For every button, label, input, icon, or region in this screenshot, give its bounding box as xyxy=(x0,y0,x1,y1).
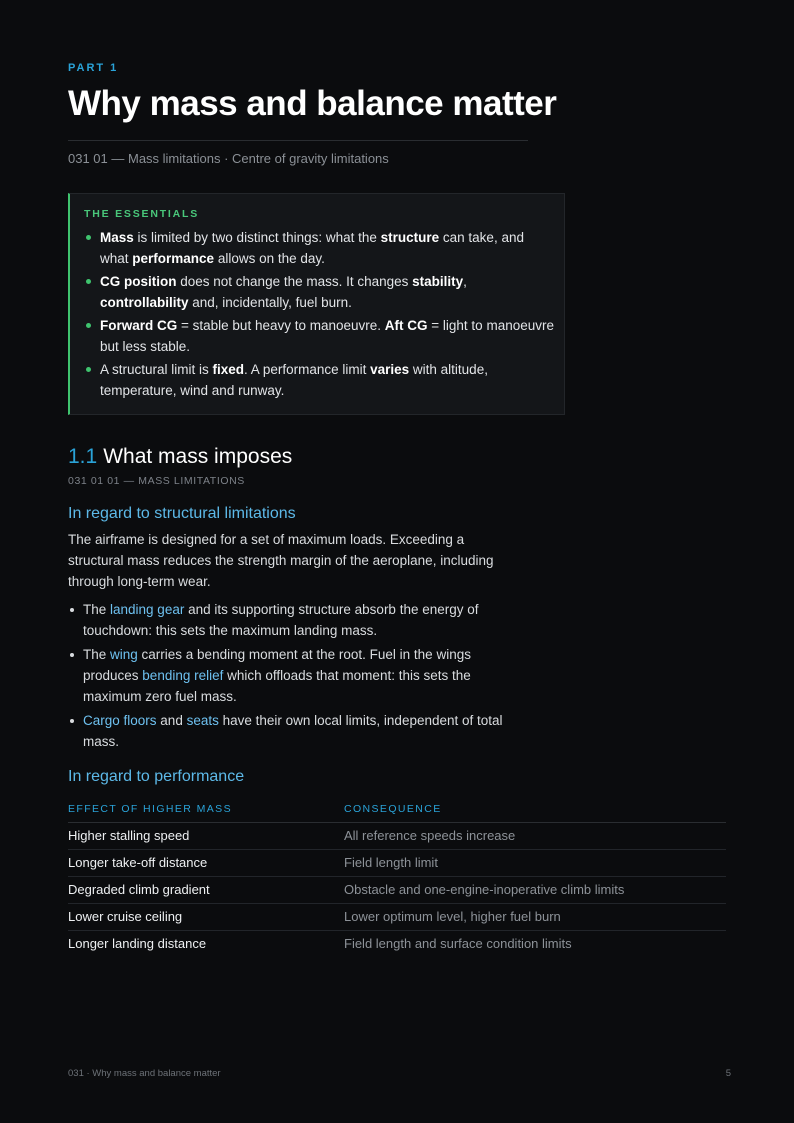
table-row xyxy=(68,904,726,931)
section-subtitle: 031 01 01 — MASS LIMITATIONS xyxy=(68,475,245,487)
bold-term: CG position xyxy=(100,274,177,289)
performance-heading: In regard to performance xyxy=(68,768,245,785)
effect-cell: Higher stalling speed xyxy=(68,828,190,843)
text-run: The xyxy=(83,602,111,617)
text-run: is limited by two distinct things: what the xyxy=(133,230,381,245)
footer-page-number: 5 xyxy=(725,1068,731,1079)
list-item xyxy=(68,599,528,641)
consequence-cell: Field length and surface condition limits xyxy=(344,936,572,951)
table-body xyxy=(68,823,726,957)
structural-paragraph: The airframe is designed for a set of maximum loads. Exceeding a structural mass reduces the strength margin of the aeroplane, including through long-term wear. xyxy=(68,532,494,589)
bold-term: Forward CG xyxy=(100,318,178,333)
bold-term: varies xyxy=(370,362,410,377)
list-item xyxy=(84,227,554,269)
text-run: and, incidentally, fuel burn. xyxy=(188,295,352,310)
text-run: allows on the day. xyxy=(214,251,325,266)
list-item xyxy=(84,359,554,401)
text-run: The xyxy=(83,647,111,662)
highlight-term: bending relief xyxy=(142,668,224,683)
bold-term: fixed xyxy=(212,362,245,377)
effect-cell: Longer take-off distance xyxy=(68,855,208,870)
page-subtitle: 031 01 — Mass limitations · Centre of gravity limitations xyxy=(68,151,389,166)
text-run: have their own local limits, independent of total mass. xyxy=(83,713,503,749)
list-item xyxy=(68,710,528,752)
performance-table xyxy=(68,800,726,957)
consequence-cell: Obstacle and one-engine-inoperative climb limits xyxy=(344,882,625,897)
consequence-cell: Lower optimum level, higher fuel burn xyxy=(344,909,561,924)
essentials-title: THE ESSENTIALS xyxy=(84,208,200,220)
bold-term: Mass xyxy=(100,230,134,245)
text-run: and its supporting structure absorb the energy of touchdown: this sets the maximum landing mass. xyxy=(83,602,479,638)
structural-list xyxy=(68,599,528,755)
bold-term: controllability xyxy=(100,295,189,310)
text-run: , xyxy=(463,274,467,289)
text-run: does not change the mass. It changes xyxy=(176,274,413,289)
effect-cell: Lower cruise ceiling xyxy=(68,909,183,924)
highlight-term: Cargo floors xyxy=(83,713,157,728)
text-run: and xyxy=(156,713,187,728)
section-number: 1.1 xyxy=(68,445,98,468)
list-item xyxy=(68,644,528,707)
title-divider xyxy=(68,140,528,141)
text-run: which offloads that moment: this sets the maximum zero fuel mass. xyxy=(83,668,471,704)
text-run: A structural limit is xyxy=(100,362,213,377)
table-header xyxy=(68,800,726,823)
column-header-consequence: CONSEQUENCE xyxy=(344,803,442,815)
highlight-term: wing xyxy=(110,647,138,662)
table-row xyxy=(68,823,726,850)
table-row xyxy=(68,877,726,904)
text-run: can take, and what xyxy=(100,230,524,266)
effect-cell: Longer landing distance xyxy=(68,936,207,951)
section-title: What mass imposes xyxy=(103,445,293,468)
table-row xyxy=(68,850,726,877)
effect-cell: Degraded climb gradient xyxy=(68,882,210,897)
highlight-term: seats xyxy=(186,713,219,728)
list-item xyxy=(84,315,554,357)
consequence-cell: All reference speeds increase xyxy=(344,828,516,843)
text-run: with altitude, temperature, wind and runway. xyxy=(100,362,488,398)
text-run: = light to manoeuvre but less stable. xyxy=(100,318,554,354)
consequence-cell: Field length limit xyxy=(344,855,438,870)
list-item xyxy=(84,271,554,313)
highlight-term: landing gear xyxy=(110,602,185,617)
text-run: carries a bending moment at the root. Fuel in the wings produces xyxy=(83,647,471,683)
section-heading xyxy=(68,445,292,469)
bold-term: structure xyxy=(380,230,440,245)
part-label: PART 1 xyxy=(68,62,119,74)
page-title: Why mass and balance matter xyxy=(68,84,557,123)
column-header-effect: EFFECT OF HIGHER MASS xyxy=(68,803,232,815)
structural-heading: In regard to structural limitations xyxy=(68,505,296,522)
text-run: . A performance limit xyxy=(244,362,371,377)
bold-term: stability xyxy=(412,274,464,289)
bold-term: performance xyxy=(132,251,215,266)
table-row xyxy=(68,931,726,957)
bold-term: Aft CG xyxy=(384,318,428,333)
essentials-list xyxy=(84,227,554,403)
footer-chapter: 031 · Why mass and balance matter xyxy=(68,1068,221,1079)
text-run: = stable but heavy to manoeuvre. xyxy=(177,318,385,333)
essentials-callout xyxy=(68,193,565,415)
